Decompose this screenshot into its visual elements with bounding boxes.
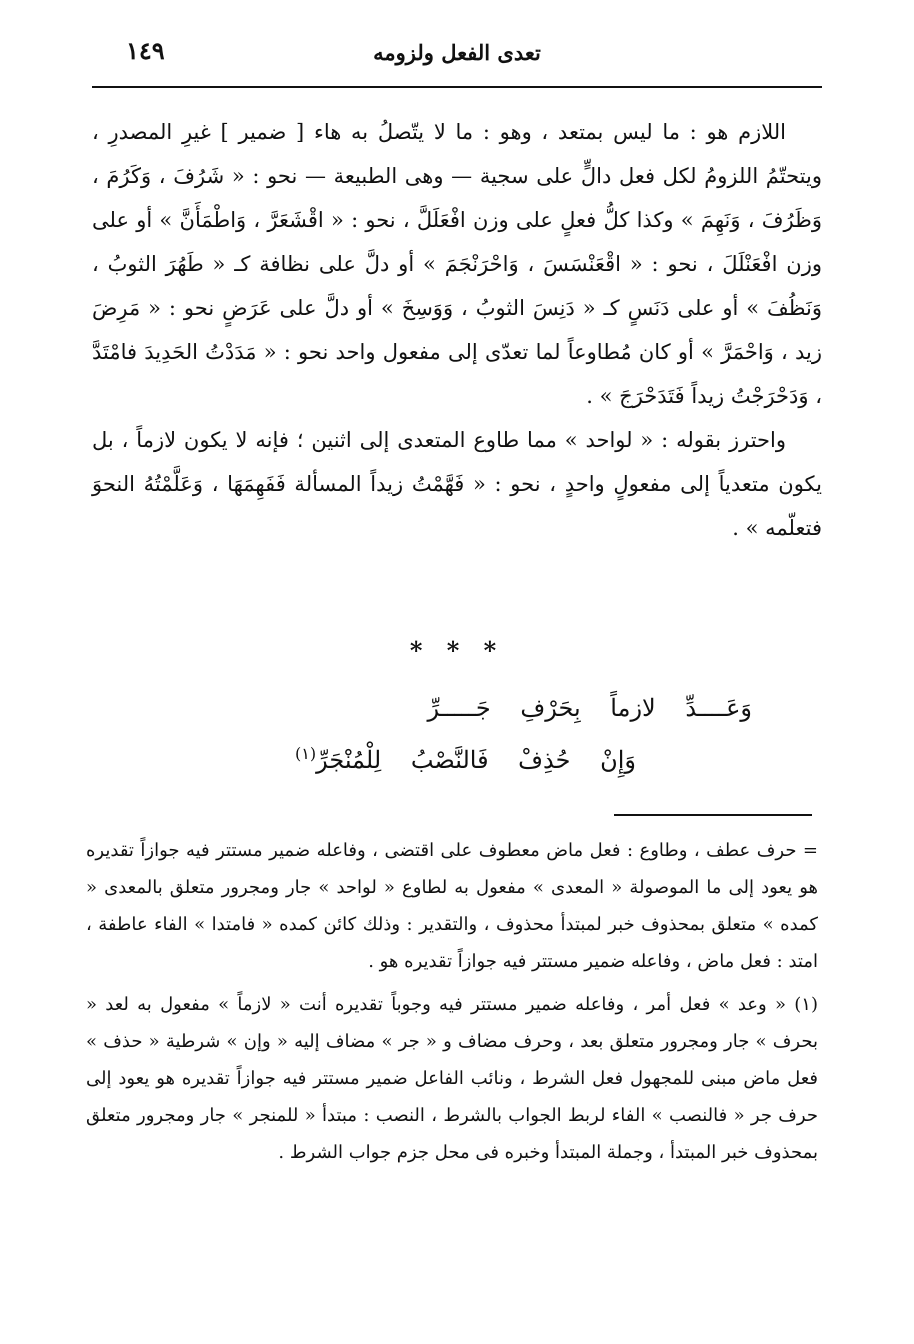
verse-line-2-text: وَإِنْ حُذِفْ فَالنَّصْبُ لِلْمُنْجَرِّ: [316, 746, 636, 774]
section-separator: * * *: [409, 636, 505, 665]
main-text: [92, 110, 822, 550]
page-header: [92, 30, 822, 82]
footnotes: [86, 832, 818, 1171]
page-number: ١٤٩: [126, 36, 165, 65]
paragraph-exception: واحترز بقوله : « لواحد » مما طاوع المتعدى إلى اثنين ؛ فإنه لا يكون لازماً ، بل يكون متعدياً إلى مفعولٍ واحدٍ ، نحو : « فَهَّمْتُ زيداً المسألة فَفَهِمَهَا ، وَعَلَّمْتُهُ النحوَ فتعلّمه » .: [92, 428, 822, 540]
paragraph-intransitive: اللازم هو : ما ليس بمتعد ، وهو : ما لا يتّصلُ به هاء [ ضمير ] غيرِ المصدرِ ، ويتحتّمُ اللزومُ لكل فعل دالٍّ على سجية — وهى الطبيعة — نحو : « شَرُفَ ، وَكَرُمَ ، وَظَرُفَ ، وَنَهِمَ » وكذا كلُّ فعلٍ على وزن افْعَلَلَّ ، نحو : « اقْشَعَرَّ ، وَاطْمَأَنَّ » أو على وزن افْعَنْلَلَ ، نحو : « اقْعَنْسَسَ ، وَاحْرَنْجَمَ » أو دلَّ على نظافة كـ « طَهُرَ الثوبُ ، وَنَظُفَ » أو على دَنَسٍ كـ « دَنِسَ الثوبُ ، وَوَسِخَ » أو دلَّ على عَرَضٍ نحو : « مَرِضَ زيد ، وَاحْمَرَّ » أو كان مُطاوعاً لما تعدّى إلى مفعول واحد نحو : « مَدَدْتُ الحَدِيدَ فامْتَدَّ ، وَدَحْرَجْتُ زيداً فَتَدَحْرَجَ » .: [92, 120, 822, 408]
verse-line-2: [295, 744, 636, 774]
verse-line-1: وَعَــــدِّ لازماً بِحَرْفِ جَـــــرِّ: [427, 694, 752, 722]
header-rule: [92, 86, 822, 88]
footnote-1: (١) « وعد » فعل أمر ، وفاعله ضمير مستتر فيه وجوباً تقديره أنت « لازماً » مفعول به لعد « بحرف » جار ومجرور متعلق بعد ، وحرف مضاف و « جر » مضاف إليه « وإن » شرطية « حذف » فعل ماض مبنى للمجهول فعل الشرط ، ونائب الفاعل ضمير مستتر فيه جوازاً تقديره هو يعود إلى حرف جر « فالنصب » الفاء لربط الجواب بالشرط ، النصب : مبتدأ « للمنجر » جار ومجرور متعلق بمحذوف خبر المبتدأ ، وجملة المبتدأ وخبره فى محل جزم جواب الشرط .: [86, 994, 818, 1163]
running-title: تعدى الفعل ولزومه: [373, 40, 541, 65]
footnote-ref: (١): [294, 744, 317, 763]
footnote-continued: = حرف عطف ، وطاوع : فعل ماض معطوف على اقتضى ، وفاعله ضمير مستتر فيه جوازاً تقديره هو يعود إلى ما الموصولة « المعدى » مفعول به لطاوع « لواحد » جار ومجرور متعلق بالمعدى « كمده » متعلق بمحذوف خبر لمبتدأ محذوف ، والتقدير : وذلك كائن كمده « فامتدا » الفاء عاطفة ، امتد : فعل ماض ، وفاعله ضمير مستتر فيه جوازاً تقديره هو .: [86, 840, 818, 972]
footnote-rule: [614, 814, 812, 816]
